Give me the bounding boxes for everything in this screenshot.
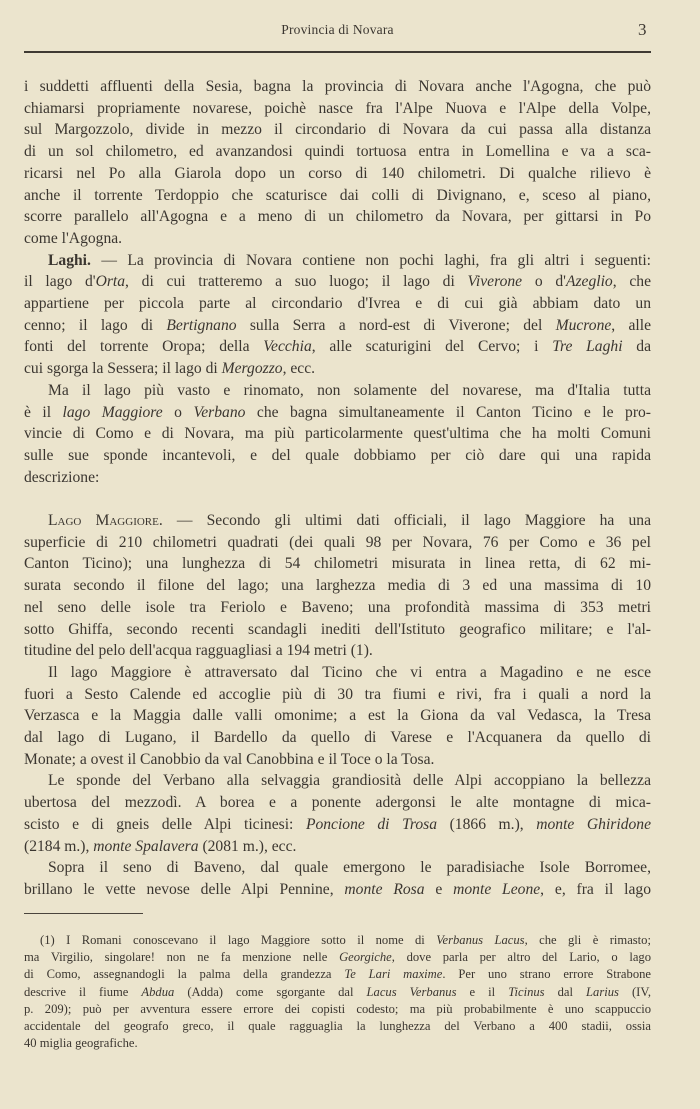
text-run: , e, fra il lago	[540, 880, 651, 898]
text-run: — Secondo gli ultimi dati officiali, il lago Maggiore ha una	[162, 512, 652, 529]
header-rule	[24, 51, 651, 53]
italic-text: Abdua	[141, 984, 175, 999]
italic-text: monte Ghiridone	[536, 815, 652, 833]
text-run: che bagna simultaneamente il Canton Ticino e le pro-	[245, 403, 651, 421]
text-line	[24, 468, 651, 488]
text-line	[24, 77, 651, 97]
text-run: , alle scaturigini del Cervo; i	[311, 338, 553, 356]
text-line	[24, 706, 651, 726]
text-run: chiamarsi propriamente novarese, poichè nasce fra l'Alpe Nuova e l'Alpe della Volpe,	[24, 99, 651, 117]
section-heading: Lago Maggiore.	[48, 512, 163, 529]
text-line	[24, 359, 651, 379]
text-run: p. 209); può per avventura essere errore dei copisti codesto; ma più probabilmente è uno scappuccio	[24, 1001, 651, 1016]
text-run: Canton Ticino); una lunghezza di 54 chilometri misurata in linea retta, di 62 mi-	[24, 555, 651, 573]
text-run: , dove parla per altro del Lario, o lago	[391, 950, 651, 965]
text-run: ma Virgilio, singolare! non ne fa menzione nelle	[24, 950, 340, 965]
text-run: o	[162, 403, 194, 421]
text-line	[48, 858, 651, 878]
text-run: , che gli è rimasto;	[524, 933, 651, 947]
italic-text: Tre Laghi	[552, 338, 623, 356]
text-line	[24, 793, 651, 813]
italic-text: Verbanus Lacus	[436, 933, 525, 947]
italic-text: Mucrone	[555, 316, 612, 334]
text-run: Monate; a ovest il Canobbio da val Canobbina e il Toce o la Tosa.	[24, 750, 435, 768]
text-run: — La provincia di Novara contiene non pochi laghi, fra gli altri i seguenti:	[90, 251, 651, 269]
running-header-title: Provincia di Novara	[281, 22, 394, 37]
text-run: . Per uno strano errore Strabone	[442, 967, 652, 982]
text-run: il lago d'	[24, 273, 96, 291]
footnote-line	[24, 1035, 651, 1051]
footnote-line	[24, 1001, 651, 1017]
text-run: i suddetti affluenti della Sesia, bagna la provincia di Novara anche l'Agogna, che può	[24, 78, 651, 95]
text-run: sul Margozzolo, divide in mezzo il circondario di Novara da cui passa alla distanza	[24, 121, 651, 139]
text-run: è il	[24, 403, 63, 421]
text-line	[24, 120, 651, 140]
text-line	[24, 598, 651, 618]
text-line	[24, 837, 651, 857]
footnote-rule	[24, 913, 143, 914]
footnote-line	[24, 1018, 651, 1034]
text-run: o d'	[522, 273, 566, 291]
italic-text: Mergozzo	[221, 360, 283, 378]
text-run: surata secondo il filone del lago; una larghezza media di 3 ed una massima di 10	[24, 577, 651, 595]
italic-text: monte Spalavera	[93, 837, 199, 855]
text-run: (2184 m.),	[24, 837, 94, 855]
text-run: (1866 m.),	[437, 815, 537, 833]
text-run: di Como, assegnandogli la palma della grandezza	[24, 967, 345, 982]
italic-text: Bertignano	[166, 316, 237, 334]
text-run: Verzasca e la Maggia dalle valli omonime; a est la Giona da val Vedasca, la Tresa	[24, 707, 651, 725]
text-run: e il	[456, 984, 509, 999]
text-run: Sopra il seno di Baveno, dal quale emergono le paradisiache Isole Borromee,	[48, 859, 651, 877]
text-line	[24, 403, 651, 423]
text-line	[48, 771, 651, 791]
footnote-line	[24, 984, 651, 1000]
text-run: Il lago Maggiore è attraversato dal Ticino che vi entra a Magadino e ne esce	[48, 663, 651, 681]
text-run: sotto Ghiffa, secondo recenti scandagli inediti dell'Istituto geografico militare; e l'al-	[24, 620, 651, 638]
text-run: cui sgorga la Sessera; il lago di	[24, 360, 222, 378]
text-run: , alle	[611, 316, 651, 334]
text-line	[24, 533, 651, 553]
text-run: vincie di Como e di Novara, ma più particolarmente quest'ultima che ha molti Comuni	[24, 425, 651, 443]
text-run: descrizione:	[24, 468, 100, 486]
text-line	[24, 641, 651, 661]
bold-heading: Laghi.	[48, 251, 91, 269]
text-line	[24, 424, 651, 444]
text-run: , che	[612, 273, 651, 291]
text-run: sulla Serra a nord-est di Viverone; del	[236, 316, 556, 334]
text-line	[24, 294, 651, 314]
italic-text: Viverone	[467, 273, 523, 291]
text-run: (IV,	[618, 984, 651, 999]
text-line	[48, 251, 651, 271]
text-line	[24, 207, 651, 227]
text-line	[24, 164, 651, 184]
text-run: ubertosa del mezzodì. A borea e a ponente adergonsi le alte montagne di mica-	[24, 794, 651, 812]
italic-text: Vecchia	[263, 338, 312, 356]
italic-text: Lacus Verbanus	[366, 984, 457, 999]
text-line	[24, 337, 651, 357]
text-run: (Adda) come sgorgante dal	[174, 984, 367, 999]
text-run: scorre parallelo all'Agogna e a meno di un chilometro da Novara, per gittarsi in Po	[24, 208, 651, 226]
text-line	[24, 316, 651, 336]
italic-text: monte Leone	[453, 880, 541, 898]
text-run: cenno; il lago di	[24, 316, 167, 334]
text-run: come l'Agogna.	[24, 229, 123, 247]
text-line	[24, 620, 651, 640]
text-line	[48, 511, 651, 531]
text-run: da	[622, 338, 651, 356]
text-run: titudine del pelo dell'acqua ragguagliasi a 194 metri (1).	[24, 642, 373, 660]
text-line	[24, 99, 651, 119]
footnote-line	[24, 949, 651, 965]
text-run: anche il torrente Terdoppio che scaturisce dai colli di Divignano, e, sceso al piano,	[24, 186, 651, 204]
footnote-line	[24, 966, 651, 982]
text-run: Ma il lago più vasto e rinomato, non solamente del novarese, ma d'Italia tutta	[48, 381, 651, 399]
text-run: e	[424, 880, 454, 898]
text-line	[24, 142, 651, 162]
text-line	[24, 186, 651, 206]
italic-text: Te Lari maxime	[344, 967, 443, 982]
text-line	[24, 272, 651, 292]
italic-text: Azeglio	[565, 273, 613, 291]
text-run: ricarsi nel Po alla Giarola dopo un corso di 140 chilometri. Di qualche rilievo è	[24, 164, 651, 182]
text-run: Le sponde del Verbano alla selvaggia grandiosità delle Alpi accoppiano la bellezza	[48, 772, 651, 790]
text-run: fonti del torrente Oropa; della	[24, 338, 264, 356]
text-run: appartiene per piccola parte al circondario d'Ivrea e di cui già abbiam dato un	[24, 295, 651, 312]
text-line	[24, 229, 651, 249]
text-run: superficie di 210 chilometri quadrati (dei quali 98 per Novara, 76 per Como e 36 pel	[24, 533, 651, 551]
italic-text: lago Maggiore	[62, 403, 163, 421]
text-run: di un sol chilometro, ed avanzandosi quindi tortuosa entra in Lomellina e va a sca-	[24, 143, 651, 161]
text-run: , ecc.	[282, 360, 316, 378]
text-line	[24, 576, 651, 596]
italic-text: Georgiche	[339, 950, 392, 965]
footnote-line	[40, 932, 651, 948]
text-run: scisto e di gneis delle Alpi ticinesi:	[24, 815, 306, 833]
text-line	[24, 728, 651, 748]
text-line	[24, 880, 651, 900]
text-run: descrive il fiume	[24, 984, 142, 999]
text-run: sulle sue sponde incantevoli, e del quale dobbiamo per ciò dare qui una rapida	[24, 446, 651, 464]
italic-text: Ticinus	[508, 984, 545, 999]
text-run: fuori a Sesto Calende ed accoglie più di 30 tra fiumi e rivi, fra i quali a nord la	[24, 685, 651, 703]
text-run: nel seno delle isole tra Feriolo e Baveno; una profondità massima di 353 metri	[24, 598, 651, 616]
text-run: brillano le vette nevose delle Alpi Pennine,	[24, 880, 345, 898]
page-number: 3	[638, 20, 647, 39]
text-line	[48, 663, 651, 683]
italic-text: monte Rosa	[344, 880, 425, 898]
italic-text: Poncione di Trosa	[305, 815, 438, 833]
italic-text: Verbano	[193, 403, 246, 421]
text-run: dal	[544, 984, 587, 999]
text-run: accidentale del geografo greco, il quale ragguaglia la lunghezza del Verbano a 400 stadii, ossia	[24, 1019, 651, 1033]
text-line	[24, 750, 651, 770]
text-line	[24, 685, 651, 705]
italic-text: Larius	[586, 984, 619, 999]
text-line	[48, 381, 651, 401]
text-line	[24, 446, 651, 466]
italic-text: Orta	[95, 273, 126, 291]
text-line	[24, 815, 651, 835]
text-run: dal lago di Lugano, il Bardello da quello di Varese e l'Acquanera da quello di	[24, 729, 651, 746]
text-run: , di cui tratteremo a suo luogo; il lago di	[125, 273, 468, 291]
text-run: 40 miglia geografiche.	[24, 1036, 138, 1051]
text-run: (2081 m.), ecc.	[198, 837, 297, 855]
text-line	[24, 554, 651, 574]
text-run: (1) I Romani conoscevano il lago Maggiore sotto il nome di	[40, 933, 437, 947]
